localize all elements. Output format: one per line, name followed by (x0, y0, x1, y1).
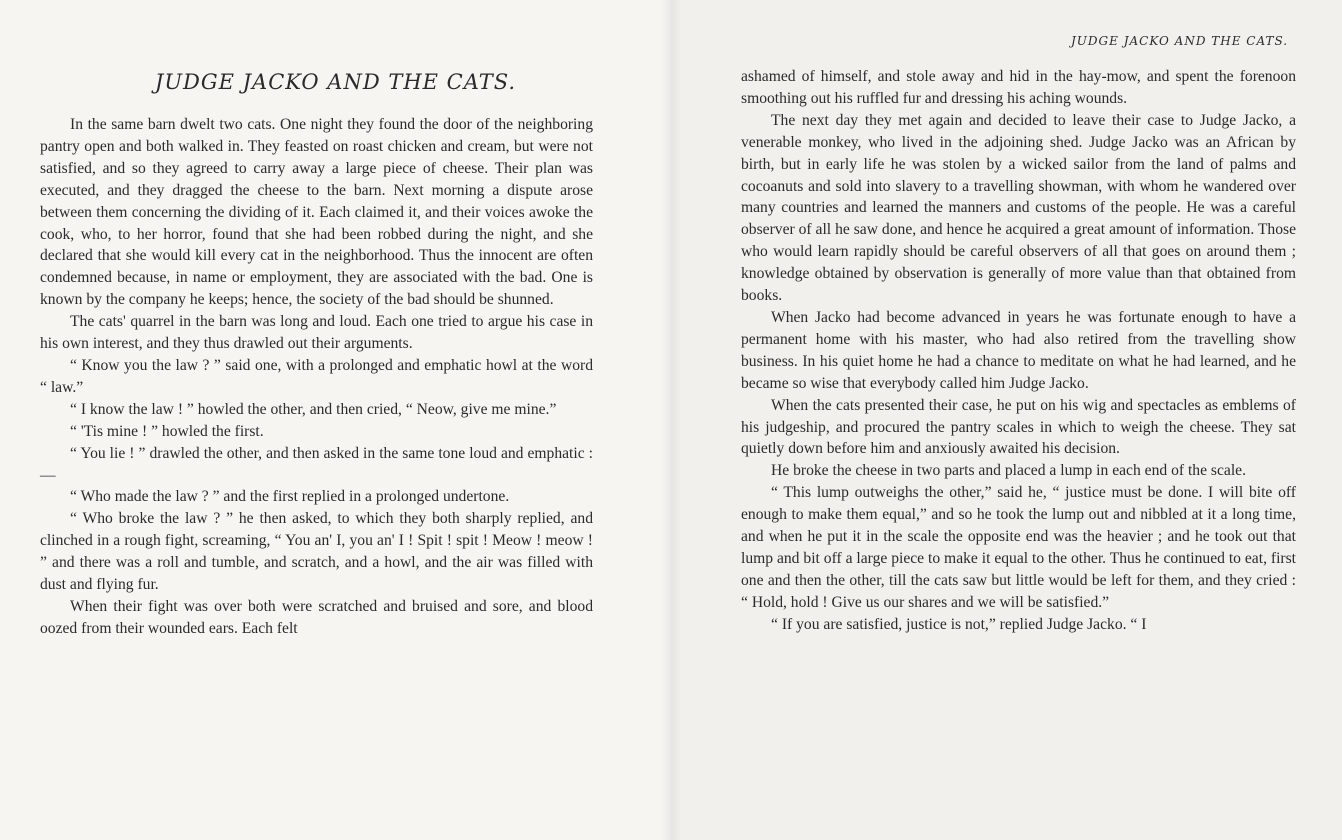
paragraph: “ 'Tis mine ! ” howled the first. (70, 422, 264, 440)
paragraph: “ If you are satisfied, justice is not,” replied Judge Jacko. “ I (771, 615, 1147, 633)
paragraph: “ Who made the law ? ” and the first replied in a prolonged undertone. (70, 488, 510, 506)
paragraph: He broke the cheese in two parts and placed a lump in each end of the scale. (771, 462, 1246, 480)
paragraph: “ Who broke the law ? ” he then asked, to which they both sharply replied, and clinched in a rough fight, screaming, “ You an' I, you an' I ! Spit ! spit ! Meow ! meow ! ” and there was a roll and tumble, and scratch, and a howl, and the air was filled with dust and flying fur. (40, 510, 593, 594)
paragraph: When their fight was over both were scratched and bruised and sore, and blood oozed from their wounded ears. Each felt (40, 597, 593, 637)
paragraph: “ You lie ! ” drawled the other, and then asked in the same tone loud and emphatic : — (40, 444, 593, 484)
paragraph: When the cats presented their case, he put on his wig and spectacles as emblems of his judgeship, and procured the pantry scales in which to weigh the cheese. They sat quietly down before him and anxiously awaited his decision. (741, 396, 1296, 458)
continuation-paragraph: ashamed of himself, and stole away and hid in the hay-mow, and spent the forenoon smoothing out his ruffled fur and dressing his aching wounds. (741, 68, 1296, 107)
left-page-text (40, 114, 593, 640)
paragraph: “ Know you the law ? ” said one, with a prolonged and emphatic howl at the word “ law.” (40, 356, 593, 396)
paragraph: “ I know the law ! ” howled the other, and then cried, “ Neow, give me mine.” (70, 400, 557, 418)
running-head: JUDGE JACKO AND THE CATS. (1071, 34, 1289, 48)
paragraph: The cats' quarrel in the barn was long and loud. Each one tried to argue his case in his own interest, and they thus drawled out their arguments. (40, 313, 593, 353)
paragraph: When Jacko had become advanced in years he was fortunate enough to have a permanent home with his master, who had also retired from the travelling show business. In his quiet home he had a chance to meditate on what he had learned, and he became so wise that everybody called him Judge Jacko. (741, 308, 1296, 392)
paragraph: In the same barn dwelt two cats. One night they found the door of the neighboring pantry open and both walked in. They feasted on roast chicken and cream, but were not satisfied, and so they agreed to carry away a large piece of cheese. Their plan was executed, and they dragged the cheese to the barn. Next morning a dispute arose between them concerning the dividing of it. Each claimed it, and their voices awoke the cook, who, to her horror, found that she had been robbed during the night, and she declared that she would kill every cat in the neighborhood. Thus the innocent are often condemned because, in name or employment, they are associated with the bad. One is known by the company he keeps; hence, the society of the bad should be shunned. (40, 116, 593, 309)
page-gutter (661, 0, 681, 840)
paragraph: “ This lump outweighs the other,” said he, “ justice must be done. I will bite off enough to make them equal,” and so he took the lump out and nibbled at it a long time, and when he put it in the scale the opposite end was the heavier ; and he took out that lump and bit off a large piece to make it equal to the other. Thus he continued to eat, first one and then the other, till the cats saw but little would be left for them, and they cried : “ Hold, hold ! Give us our shares and we will be satisfied.” (741, 484, 1296, 611)
chapter-title: JUDGE JACKO AND THE CATS. (154, 70, 517, 94)
right-page-text (741, 66, 1296, 636)
paragraph: The next day they met again and decided to leave their case to Judge Jacko, a venerable monkey, who lived in the adjoining shed. Judge Jacko was an African by birth, but in early life he was stolen by a wicked sailor from the land of palms and cocoanuts and sold into slavery to a travelling showman, with whom he wandered over many countries and learned the manners and customs of the people. He was a careful observer of all he saw done, and hence he acquired a great amount of information. Those who would learn rapidly should be careful observers of all that goes on around them ; knowledge obtained by observation is generally of more value than that obtained from books. (741, 111, 1296, 305)
right-page (671, 0, 1342, 840)
